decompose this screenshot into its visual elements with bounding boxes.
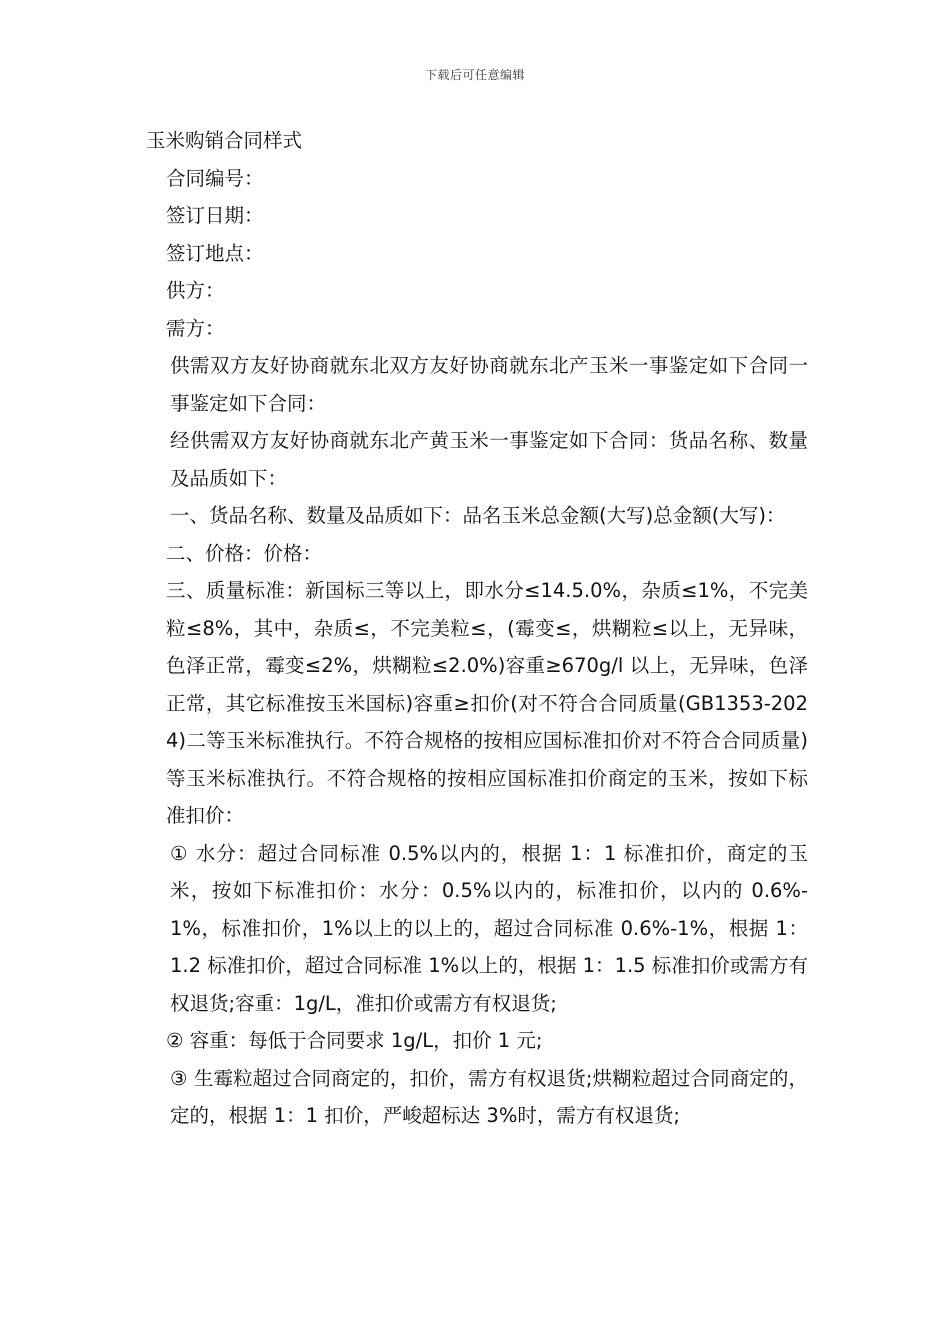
paragraph-intro: 供需双方友好协商就东北双方友好协商就东北产玉米一事鉴定如下合同一事鉴定如下合同： (170, 354, 808, 415)
item-mould: ③ 生霉粒超过合同商定的，扣价，需方有权退货;烘糊粒超过合同商定的，定的，根据 1：1 扣价，严峻超标达 3%时，需方有权退货; (170, 1066, 808, 1127)
clause-goods: 一、货品名称、数量及品质如下：品名玉米总金额(大写)总金额(大写)： (170, 504, 786, 527)
item-moisture: ① 水分：超过合同标准 0.5%以内的，根据 1：1 标准扣价，商定的玉米，按如下标准扣价：水分：0.5%以内的，标准扣价，以内的 0.6%-1%，标准扣价，1%以上的以上的，超过合同标准 0.6%-1%，根据 1：1.2 标准扣价，超过合同标准 1%以上的，根据 1：1.5 标准扣价或需方有权退货;容重：1g/L，准扣价或需方有权退货; (170, 841, 808, 1015)
clause-quality: 三、质量标准：新国标三等以上，即水分≤14.5.0%，杂质≤1%，不完美粒≤8%，其中，杂质≤，不完美粒≤，(霉变≤，烘糊粒≤以上，无异味，色泽正常，霉变≤2%，烘糊粒≤2.0%)容重≥670g/l 以上，无异味，色泽正常，其它标准按玉米国标)容重≥扣价(对不符合合同质量(GB1353-2024)二等玉米标准执行。不符合规格的按相应国标准扣价对不符合合同质量)等玉米标准执行。不符合规格的按相应国标准扣价商定的玉米，按如下标准扣价： (166, 579, 808, 827)
document-title: 玉米购销合同样式 (146, 129, 303, 152)
item-density: ② 容重：每低于合同要求 1g/L，扣价 1 元; (166, 1029, 543, 1052)
sign-date-field: 签订日期： (166, 204, 264, 227)
document-body (146, 122, 808, 1135)
buyer-field: 需方： (166, 316, 225, 340)
supplier-field: 供方： (166, 279, 225, 302)
page-header: 下载后可任意编辑 (424, 68, 525, 82)
contract-number-field: 合同编号： (166, 166, 264, 190)
sign-place-field: 签订地点： (166, 241, 264, 265)
paragraph-agreement: 经供需双方友好协商就东北产黄玉米一事鉴定如下合同：货品名称、数量及品质如下： (170, 429, 808, 490)
clause-price: 二、价格：价格： (166, 541, 323, 565)
